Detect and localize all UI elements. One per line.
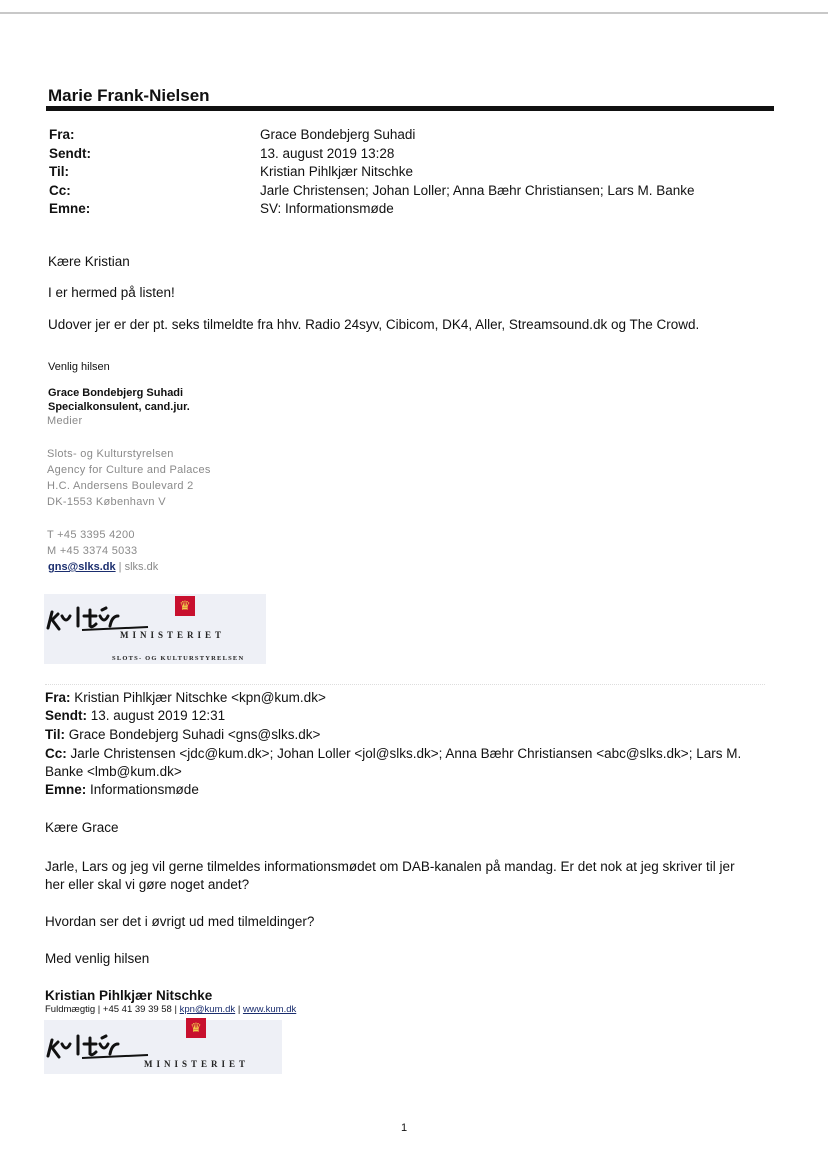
sig1-org1: Slots- og Kulturstyrelsen — [47, 448, 174, 460]
cc-label: Cc: — [49, 183, 71, 198]
message-separator — [45, 684, 765, 685]
sig2-email-link[interactable]: kpn@kum.dk — [179, 1004, 236, 1015]
orig-cc-value-2: Banke <lmb@kum.dk> — [45, 764, 182, 779]
crown-icon: ♛ — [175, 596, 195, 616]
orig-sent-line — [45, 708, 225, 723]
sig2-web-link[interactable]: www.kum.dk — [242, 1004, 297, 1015]
sig2-title-phone: Fuldmægtig | +45 41 39 39 58 | — [45, 1004, 177, 1015]
kultur-wordmark-icon-2 — [44, 1030, 194, 1062]
sig2-contact-line — [45, 1004, 296, 1015]
page-top-border — [0, 12, 828, 14]
sent-label: Sendt: — [49, 146, 91, 161]
from-value: Grace Bondebjerg Suhadi — [260, 127, 416, 142]
orig-subject-line — [45, 782, 199, 797]
logo1-agency: SLOTS- OG KULTURSTYRELSEN — [112, 655, 245, 662]
subject-value: SV: Informationsmøde — [260, 201, 394, 216]
logo1-ministeriet: MINISTERIET — [120, 630, 226, 640]
header-rule — [46, 106, 774, 111]
reply-greeting: Kære Kristian — [48, 254, 130, 269]
to-value: Kristian Pihlkjær Nitschke — [260, 164, 414, 179]
page-number: 1 — [401, 1122, 408, 1134]
sig1-title: Specialkonsulent, cand.jur. — [48, 401, 190, 413]
orig-subject-label: Emne: — [45, 782, 87, 797]
reply-line-2: Udover jer er der pt. seks tilmeldte fra hhv. Radio 24syv, Cibicom, DK4, Aller, Streamsound.dk og The Crowd. — [48, 317, 700, 332]
sig1-dept: Medier — [47, 415, 83, 427]
cc-value: Jarle Christensen; Johan Loller; Anna Bæhr Christiansen; Lars M. Banke — [260, 183, 695, 198]
orig-sent-label: Sendt: — [45, 708, 87, 723]
orig-cc-label: Cc: — [45, 746, 67, 761]
orig-para1-line1: Jarle, Lars og jeg vil gerne tilmeldes informationsmødet om DAB-kanalen på mandag. Er det nok at jeg skriver til jer — [45, 859, 735, 874]
sig1-closing: Venlig hilsen — [48, 361, 110, 373]
kulturministeriet-logo — [44, 594, 266, 664]
logo2-ministeriet: MINISTERIET — [144, 1059, 250, 1069]
mailbox-owner-name: Marie Frank-Nielsen — [48, 86, 210, 105]
orig-subject-value: Informationsmøde — [90, 782, 199, 797]
crown-icon-2: ♛ — [186, 1018, 206, 1038]
sig2-separator: | — [237, 1004, 241, 1015]
orig-to-label: Til: — [45, 727, 65, 742]
kulturministeriet-logo-2 — [44, 1020, 282, 1074]
sig1-name: Grace Bondebjerg Suhadi — [48, 387, 184, 399]
orig-to-line — [45, 727, 320, 742]
orig-from-line — [45, 690, 326, 705]
orig-cc-value-1: Jarle Christensen <jdc@kum.dk>; Johan Loller <jol@slks.dk>; Anna Bæhr Christiansen <abc@slks.dk>; Lars M. — [70, 746, 742, 761]
orig-cc-line — [45, 746, 741, 761]
sig1-mobile: M +45 3374 5033 — [47, 545, 138, 557]
orig-sent-value: 13. august 2019 12:31 — [90, 708, 226, 723]
sig1-email-link[interactable]: gns@slks.dk — [48, 561, 116, 573]
orig-from-value: Kristian Pihlkjær Nitschke <kpn@kum.dk> — [74, 690, 326, 705]
sig1-web: slks.dk — [124, 561, 159, 573]
orig-to-value: Grace Bondebjerg Suhadi <gns@slks.dk> — [68, 727, 321, 742]
orig-closing: Med venlig hilsen — [45, 951, 150, 966]
orig-para1-line2: her eller skal vi gøre noget andet? — [45, 877, 250, 892]
sig1-addr2: DK-1553 København V — [47, 496, 166, 508]
orig-from-label: Fra: — [45, 690, 71, 705]
subject-label: Emne: — [49, 201, 91, 216]
to-label: Til: — [49, 164, 69, 179]
orig-para2: Hvordan ser det i øvrigt ud med tilmeldinger? — [45, 914, 315, 929]
sig1-phone: T +45 3395 4200 — [47, 529, 135, 541]
sent-value: 13. august 2019 13:28 — [260, 146, 395, 161]
sig1-org2: Agency for Culture and Palaces — [47, 464, 211, 476]
sig1-contact-line — [48, 561, 158, 573]
orig-greeting: Kære Grace — [45, 820, 119, 835]
reply-line-1: I er hermed på listen! — [48, 285, 175, 300]
sig2-name: Kristian Pihlkjær Nitschke — [45, 988, 213, 1003]
sig1-addr1: H.C. Andersens Boulevard 2 — [47, 480, 194, 492]
sig1-separator: | — [118, 561, 122, 573]
from-label: Fra: — [49, 127, 75, 142]
